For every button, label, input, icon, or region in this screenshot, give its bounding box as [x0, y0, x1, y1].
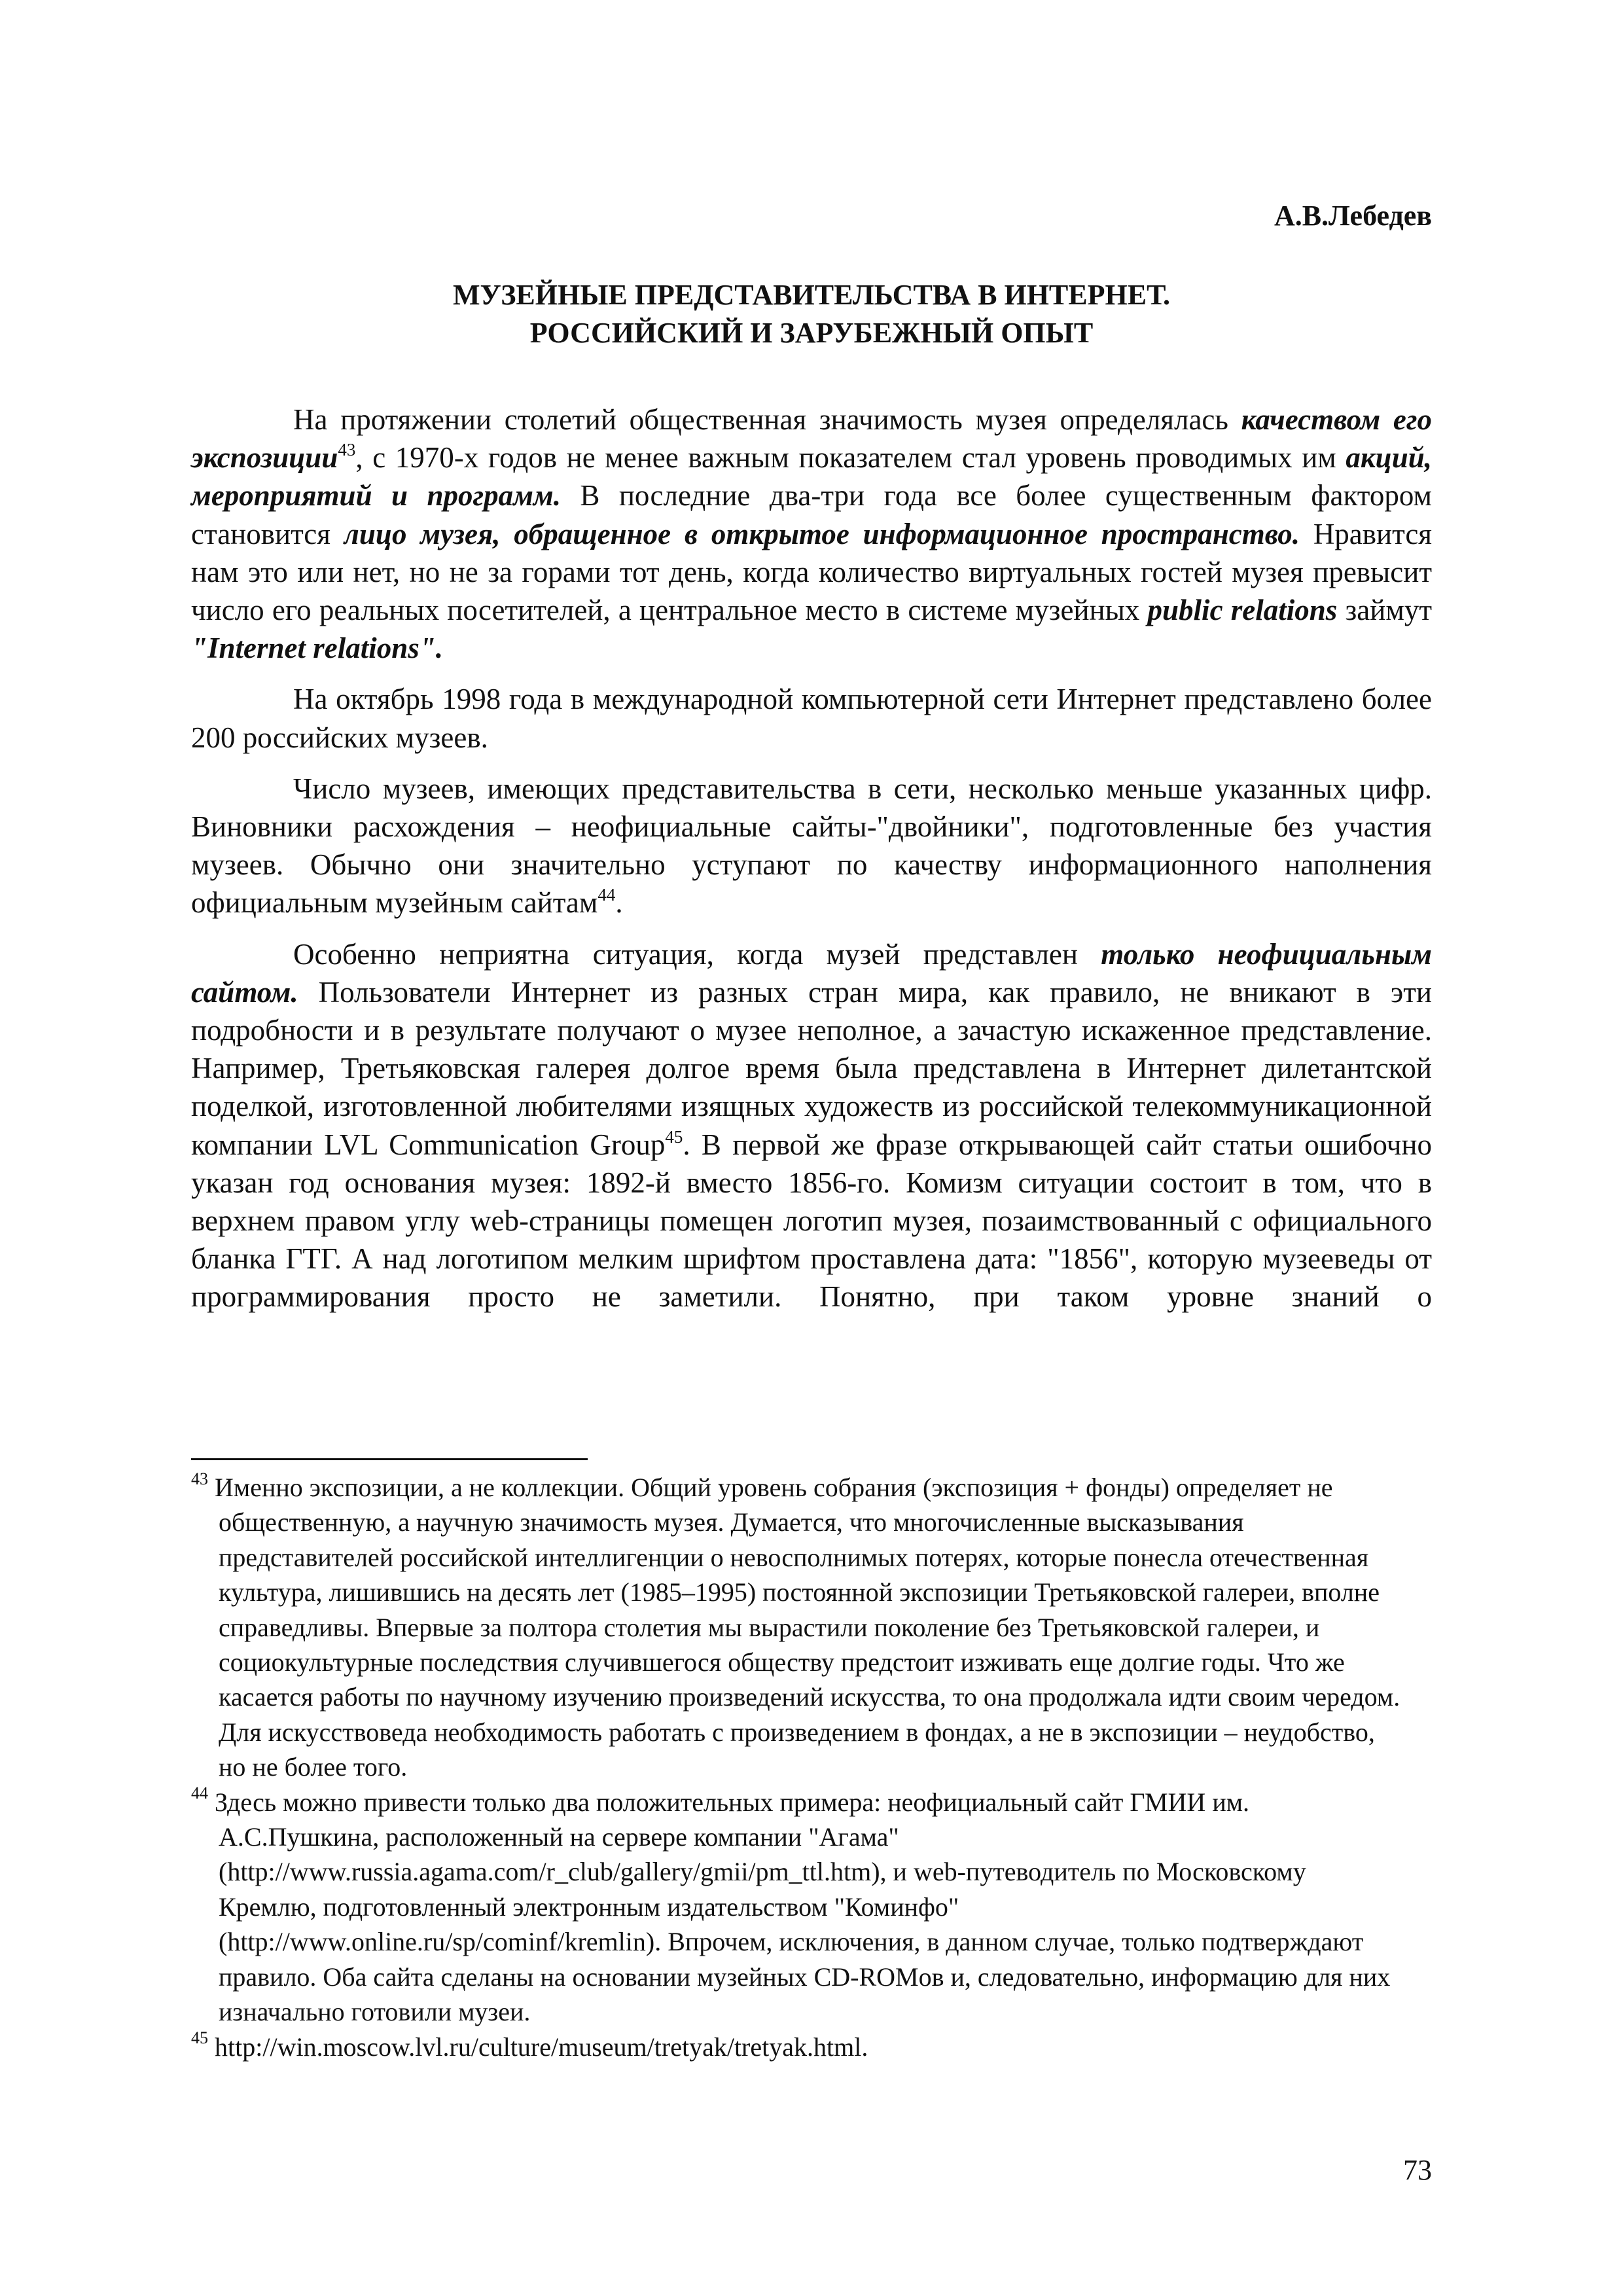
- paragraph-text: На протяжении столетий общественная значимость музея определялась: [293, 403, 1241, 436]
- title-line-1: МУЗЕЙНЫЕ ПРЕДСТАВИТЕЛЬСТВА В ИНТЕРНЕТ.: [452, 279, 1171, 311]
- footnote-text: Здесь можно привести только два положительных примера: неофициальный сайт ГМИИ им. А.С.Пушкина, расположенный на сервере компании "Агама" (http://www.russia.agama.com/r_club/gallery/gmii/pm_ttl.htm), и web-путеводитель по Московскому Кремлю, подготовленный электронным издательством "Коминфо" (http://www.online.ru/sp/cominf/kremlin). Впрочем, исключения, в данном случае, только подтверждают правило. Оба сайта сделаны на основании музейных CD-ROMов и, следовательно, информацию для них изначально готовили музеи.: [208, 1787, 1391, 2027]
- paragraph-text: Пользователи Интернет из разных стран мира, как правило, не вникают в эти подробности и в результате получают о музее неполное, а зачастую искаженное представление. Например, Третьяковская галерея долгое время была представлена в Интернет дилетантской поделкой, изготовленной любителями изящных художеств из российской телекоммуникационной компании LVL Communication Group: [191, 975, 1432, 1161]
- footnote-number: 45: [191, 2028, 208, 2048]
- footnotes: [191, 1470, 1402, 2064]
- paragraph-text: , с 1970-х годов не менее важным показателем стал уровень проводимых им: [355, 441, 1346, 475]
- footnote-ref-43: 43: [338, 440, 356, 460]
- emphasis-text: только неофициальным сайтом.: [191, 937, 1432, 1009]
- paragraph-text: .: [615, 886, 623, 920]
- emphasis-text: акций, мероприятий и программ.: [191, 441, 1432, 512]
- emphasis-text: лицо музея, обращенное в открытое информационное пространство.: [344, 517, 1300, 550]
- paragraph-text: Нравится нам это или нет, но не за горами тот день, когда количество виртуальных гостей музея превысит число его реальных посетителей, а центральное место в системе музейных: [191, 517, 1432, 627]
- footnote-text: http://win.moscow.lvl.ru/culture/museum/tretyak/tretyak.html.: [208, 2032, 868, 2062]
- footnote-ref-45: 45: [665, 1126, 683, 1147]
- footnote-number: 44: [191, 1784, 208, 1803]
- title-line-2: РОССИЙСКИЙ И ЗАРУБЕЖНЫЙ ОПЫТ: [529, 317, 1094, 349]
- paragraph-text: Особенно неприятна ситуация, когда музей представлен: [293, 937, 1101, 971]
- article-body: [191, 401, 1432, 1316]
- paragraph-4: [191, 935, 1432, 1316]
- footnote-43: [191, 1470, 1402, 1785]
- emphasis-text: public relations: [1147, 594, 1338, 627]
- paragraph-3: [191, 770, 1432, 922]
- paragraph-2: На октябрь 1998 года в международной компьютерной сети Интернет представлено более 200 российских музеев.: [191, 683, 1432, 754]
- article-title: [191, 276, 1432, 352]
- footnote-ref-44: 44: [597, 885, 616, 905]
- emphasis-text: "Internet relations".: [191, 632, 444, 665]
- author-name: А.В.Лебедев: [1274, 200, 1432, 232]
- paragraph-text: Число музеев, имеющих представительства в сети, несколько меньше указанных цифр. Виновники расхождения – неофициальные сайты-"двойники", подготовленные без участия музеев. Обычно они значительно уступают по качеству информационного наполнения официальным музейным сайтам: [191, 772, 1432, 920]
- emphasis-text: качеством его экспозиции: [191, 403, 1432, 475]
- footnote-divider: [191, 1458, 588, 1460]
- paragraph-text: В последние два-три года все более существенным фактором становится: [191, 479, 1432, 550]
- page-number: 73: [1403, 2154, 1432, 2186]
- paragraph-text: . В первой же фразе открывающей сайт статьи ошибочно указан год основания музея: 1892-й вместо 1856-го. Комизм ситуации состоит в том, что в верхнем правом углу web-страницы помещен логотип музея, позаимствованный с официального бланка ГТГ. А над логотипом мелким шрифтом проставлена дата: "1856", которую музееведы от программирования просто не заметили. Понятно, при таком уровне знаний о: [191, 1128, 1432, 1314]
- footnote-44: [191, 1785, 1402, 2030]
- footnote-45: [191, 2030, 1402, 2064]
- footnote-text: Именно экспозиции, а не коллекции. Общий уровень собрания (экспозиция + фонды) определяет не общественную, а научную значимость музея. Думается, что многочисленные высказывания представителей российской интеллигенции о невосполнимых потерях, которые понесла отечественная культура, лишившись на десять лет (1985–1995) постоянной экспозиции Третьяковской галереи, вполне справедливы. Впервые за полтора столетия мы вырастили поколение без Третьяковской галереи, и социокультурные последствия случившегося обществу предстоит изживать еще долгие годы. Что же касается работы по научному изучению произведений искусства, то она продолжала идти своим чередом. Для искусствоведа необходимость работать с произведением в фондах, а не в экспозиции – неудобство, но не более того.: [208, 1473, 1400, 1782]
- paragraph-text: займут: [1337, 594, 1432, 627]
- paragraph-1: [191, 401, 1432, 667]
- footnote-number: 43: [191, 1469, 208, 1488]
